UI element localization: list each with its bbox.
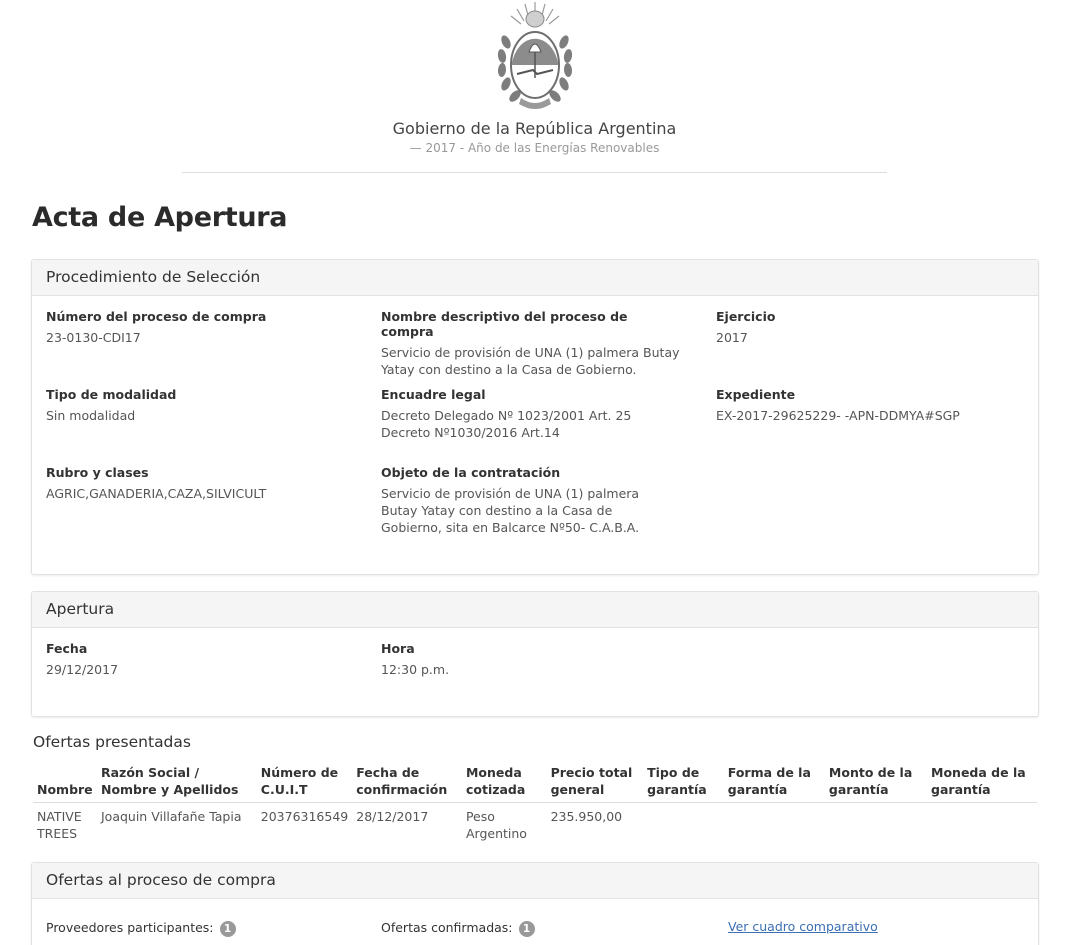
modalidad-value: Sin modalidad: [46, 408, 136, 423]
ofertas-proceso-heading: Ofertas al proceso de compra: [32, 863, 1038, 899]
year-motto: — 2017 - Año de las Energías Renovables: [409, 141, 660, 155]
objeto-contratacion-value: Servicio de provisión de UNA (1) palmera Butay Yatay con destino a la Casa de Gobierno, sita en Balcarce Nº50- C.A.B.A.: [381, 486, 640, 535]
column-header: Fecha de confirmación: [352, 762, 462, 803]
numero-proceso-value: 23-0130-CDI17: [46, 330, 141, 345]
table-cell: 235.950,00: [550, 809, 623, 824]
argentina-coat-of-arms-icon: [493, 0, 577, 116]
ejercicio-value: 2017: [716, 330, 748, 345]
table-row: [33, 803, 1037, 843]
modalidad-field: [46, 387, 346, 424]
table-cell: NATIVE TREES: [37, 809, 82, 841]
government-name: Gobierno de la República Argentina: [392, 119, 677, 138]
header-divider: [182, 172, 887, 173]
encuadre-legal-field: [381, 387, 681, 441]
column-header: Moneda cotizada: [462, 762, 547, 803]
table-cell: [927, 803, 1037, 843]
proveedores-participantes-field: [46, 920, 346, 937]
column-header: Monto de la garantía: [825, 762, 927, 803]
ejercicio-field: [716, 309, 1016, 346]
fecha-label: Fecha: [46, 641, 88, 656]
confirmadas-count-badge: 1: [519, 921, 535, 937]
fecha-value: 29/12/2017: [46, 662, 119, 677]
numero-proceso-label: Número del proceso de compra: [46, 309, 267, 324]
expediente-label: Expediente: [716, 387, 796, 402]
ejercicio-label: Ejercicio: [716, 309, 776, 324]
ofertas-confirmadas-field: [381, 920, 681, 937]
column-header: Forma de la garantía: [724, 762, 825, 803]
procedimiento-panel: [31, 259, 1039, 575]
column-header: Número de C.U.I.T: [257, 762, 352, 803]
ofertas-presentadas-title: Ofertas presentadas: [33, 733, 191, 751]
table-cell: [724, 803, 825, 843]
column-header: Moneda de la garantía: [927, 762, 1037, 803]
procedimiento-heading: Procedimiento de Selección: [32, 260, 1038, 296]
numero-proceso-field: [46, 309, 346, 346]
page-title: Acta de Apertura: [32, 202, 288, 233]
column-header: Tipo de garantía: [643, 762, 724, 803]
ofertas-table: [33, 762, 1037, 842]
rubro-label: Rubro y clases: [46, 465, 149, 480]
encuadre-legal-line-1: Decreto Delegado Nº 1023/2001 Art. 25: [381, 408, 632, 423]
ofertas-confirmadas-label: Ofertas confirmadas:: [381, 920, 513, 935]
proveedores-participantes-label: Proveedores participantes:: [46, 920, 214, 935]
table-cell: 28/12/2017: [356, 809, 429, 824]
encuadre-legal-label: Encuadre legal: [381, 387, 486, 402]
hora-field: [381, 641, 681, 678]
hora-label: Hora: [381, 641, 415, 656]
objeto-contratacion-label: Objeto de la contratación: [381, 465, 561, 480]
ofertas-proceso-panel: [31, 862, 1039, 945]
table-header-row: [33, 762, 1037, 803]
fecha-field: [46, 641, 346, 678]
expediente-value: EX-2017-29625229- -APN-DDMYA#SGP: [716, 408, 960, 423]
nombre-descriptivo-label: Nombre descriptivo del proceso de compra: [381, 309, 628, 339]
cuadro-comparativo-field: [728, 919, 1028, 934]
table-cell: 20376316549: [260, 809, 349, 824]
table-cell: [643, 803, 724, 843]
proveedores-count-badge: 1: [220, 921, 236, 937]
table-cell: [825, 803, 927, 843]
apertura-panel: [31, 591, 1039, 717]
rubro-field: [46, 465, 346, 502]
table-cell: Peso Argentino: [465, 809, 527, 841]
column-header: Razón Social / Nombre y Apellidos: [97, 762, 257, 803]
apertura-heading: Apertura: [32, 592, 1038, 628]
objeto-contratacion-field: [381, 465, 671, 536]
hora-value: 12:30 p.m.: [381, 662, 450, 677]
table-cell: Joaquin Villafañe Tapia: [100, 809, 242, 824]
expediente-field: [716, 387, 1016, 424]
column-header: Nombre: [33, 762, 97, 803]
modalidad-label: Tipo de modalidad: [46, 387, 177, 402]
rubro-value: AGRIC,GANADERIA,CAZA,SILVICULT: [46, 486, 267, 501]
nombre-descriptivo-value: Servicio de provisión de UNA (1) palmera Butay Yatay con destino a la Casa de Gobierno.: [381, 345, 680, 377]
column-header: Precio total general: [547, 762, 644, 803]
ver-cuadro-comparativo-link[interactable]: Ver cuadro comparativo: [728, 919, 878, 934]
encuadre-legal-line-2: Decreto Nº1030/2016 Art.14: [381, 425, 560, 440]
nombre-descriptivo-field: [381, 309, 681, 378]
